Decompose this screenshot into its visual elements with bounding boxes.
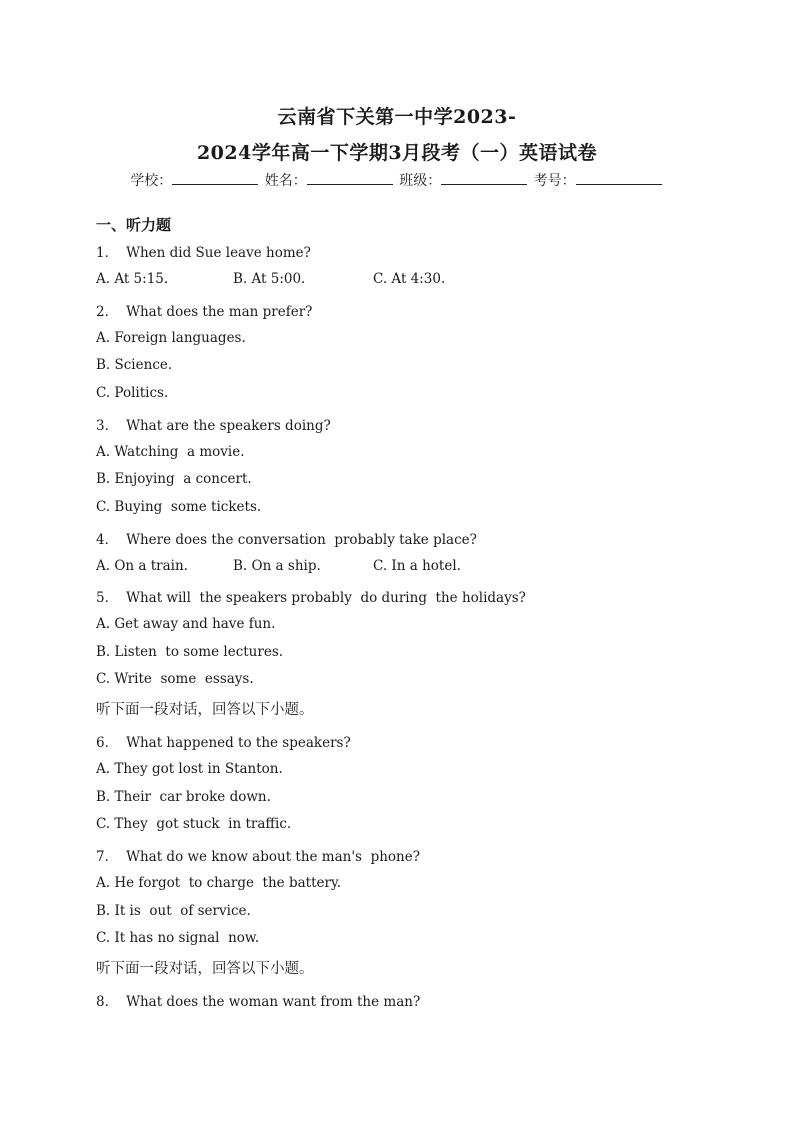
section-heading: 一、听力题 xyxy=(96,216,172,234)
question-3 xyxy=(96,414,331,434)
option-a: A. They got lost in Stanton. xyxy=(96,761,283,777)
question-5 xyxy=(96,586,526,606)
option-b: B. Their car broke down. xyxy=(96,789,271,805)
listening-instruction: 听下面一段对话，回答以下小题。 xyxy=(96,702,314,718)
class-label: 班级： xyxy=(399,173,442,189)
question-text: When did Sue leave home? xyxy=(126,245,311,261)
question-text: What will the speakers probably do during the holidays? xyxy=(126,590,526,606)
class-blank[interactable] xyxy=(441,170,527,185)
question-6 xyxy=(96,731,351,751)
name-label: 姓名： xyxy=(264,173,307,189)
option-b: B. Science. xyxy=(96,357,173,373)
exam-title-line-2: 2024学年高一下学期3月段考（一）英语试卷 xyxy=(196,142,598,164)
option-a: A. At 5:15. xyxy=(96,271,169,287)
question-number: 4． xyxy=(96,532,119,548)
question-text: What do we know about the man's phone? xyxy=(126,849,420,865)
question-text: What does the woman want from the man? xyxy=(126,994,421,1010)
option-a: A. Get away and have fun. xyxy=(96,616,276,632)
option-b: B. Listen to some lectures. xyxy=(96,644,284,660)
exam-number-blank[interactable] xyxy=(576,170,662,185)
question-text: What happened to the speakers? xyxy=(126,735,351,751)
option-c: C. Write some essays. xyxy=(96,671,254,687)
question-number: 6． xyxy=(96,735,119,751)
listening-instruction: 听下面一段对话，回答以下小题。 xyxy=(96,961,314,977)
option-b: B. It is out of service. xyxy=(96,903,251,919)
question-text: Where does the conversation probably take place? xyxy=(126,532,477,548)
student-info-line xyxy=(0,170,794,190)
option-b: B. At 5:00. xyxy=(233,271,306,287)
question-8 xyxy=(96,990,420,1010)
question-number: 3． xyxy=(96,418,119,434)
option-c: C. In a hotel. xyxy=(373,558,461,574)
exam-title-line-1: 云南省下关第一中学2023- xyxy=(277,106,517,128)
school-label: 学校： xyxy=(130,173,173,189)
option-a: A. He forgot to charge the battery. xyxy=(96,875,342,891)
question-number: 8． xyxy=(96,994,119,1010)
option-a: A. Foreign languages. xyxy=(96,330,246,346)
question-2 xyxy=(96,300,312,320)
option-a: A. On a train. xyxy=(96,558,188,574)
question-4 xyxy=(96,528,477,548)
school-blank[interactable] xyxy=(172,170,258,185)
question-number: 5． xyxy=(96,590,119,606)
question-text: What are the speakers doing? xyxy=(126,418,331,434)
option-c: C. At 4:30. xyxy=(373,271,446,287)
option-c: C. It has no signal now. xyxy=(96,930,260,946)
name-blank[interactable] xyxy=(307,170,393,185)
question-number: 1． xyxy=(96,245,119,261)
question-text: What does the man prefer? xyxy=(126,304,313,320)
option-b: B. On a ship. xyxy=(233,558,321,574)
exam-number-label: 考号： xyxy=(533,173,576,189)
option-c: C. They got stuck in traffic. xyxy=(96,816,292,832)
question-number: 7． xyxy=(96,849,119,865)
option-a: A. Watching a movie. xyxy=(96,444,245,460)
option-c: C. Politics. xyxy=(96,385,169,401)
question-1 xyxy=(96,241,311,261)
question-number: 2． xyxy=(96,304,119,320)
option-c: C. Buying some tickets. xyxy=(96,499,262,515)
question-7 xyxy=(96,845,420,865)
option-b: B. Enjoying a concert. xyxy=(96,471,252,487)
